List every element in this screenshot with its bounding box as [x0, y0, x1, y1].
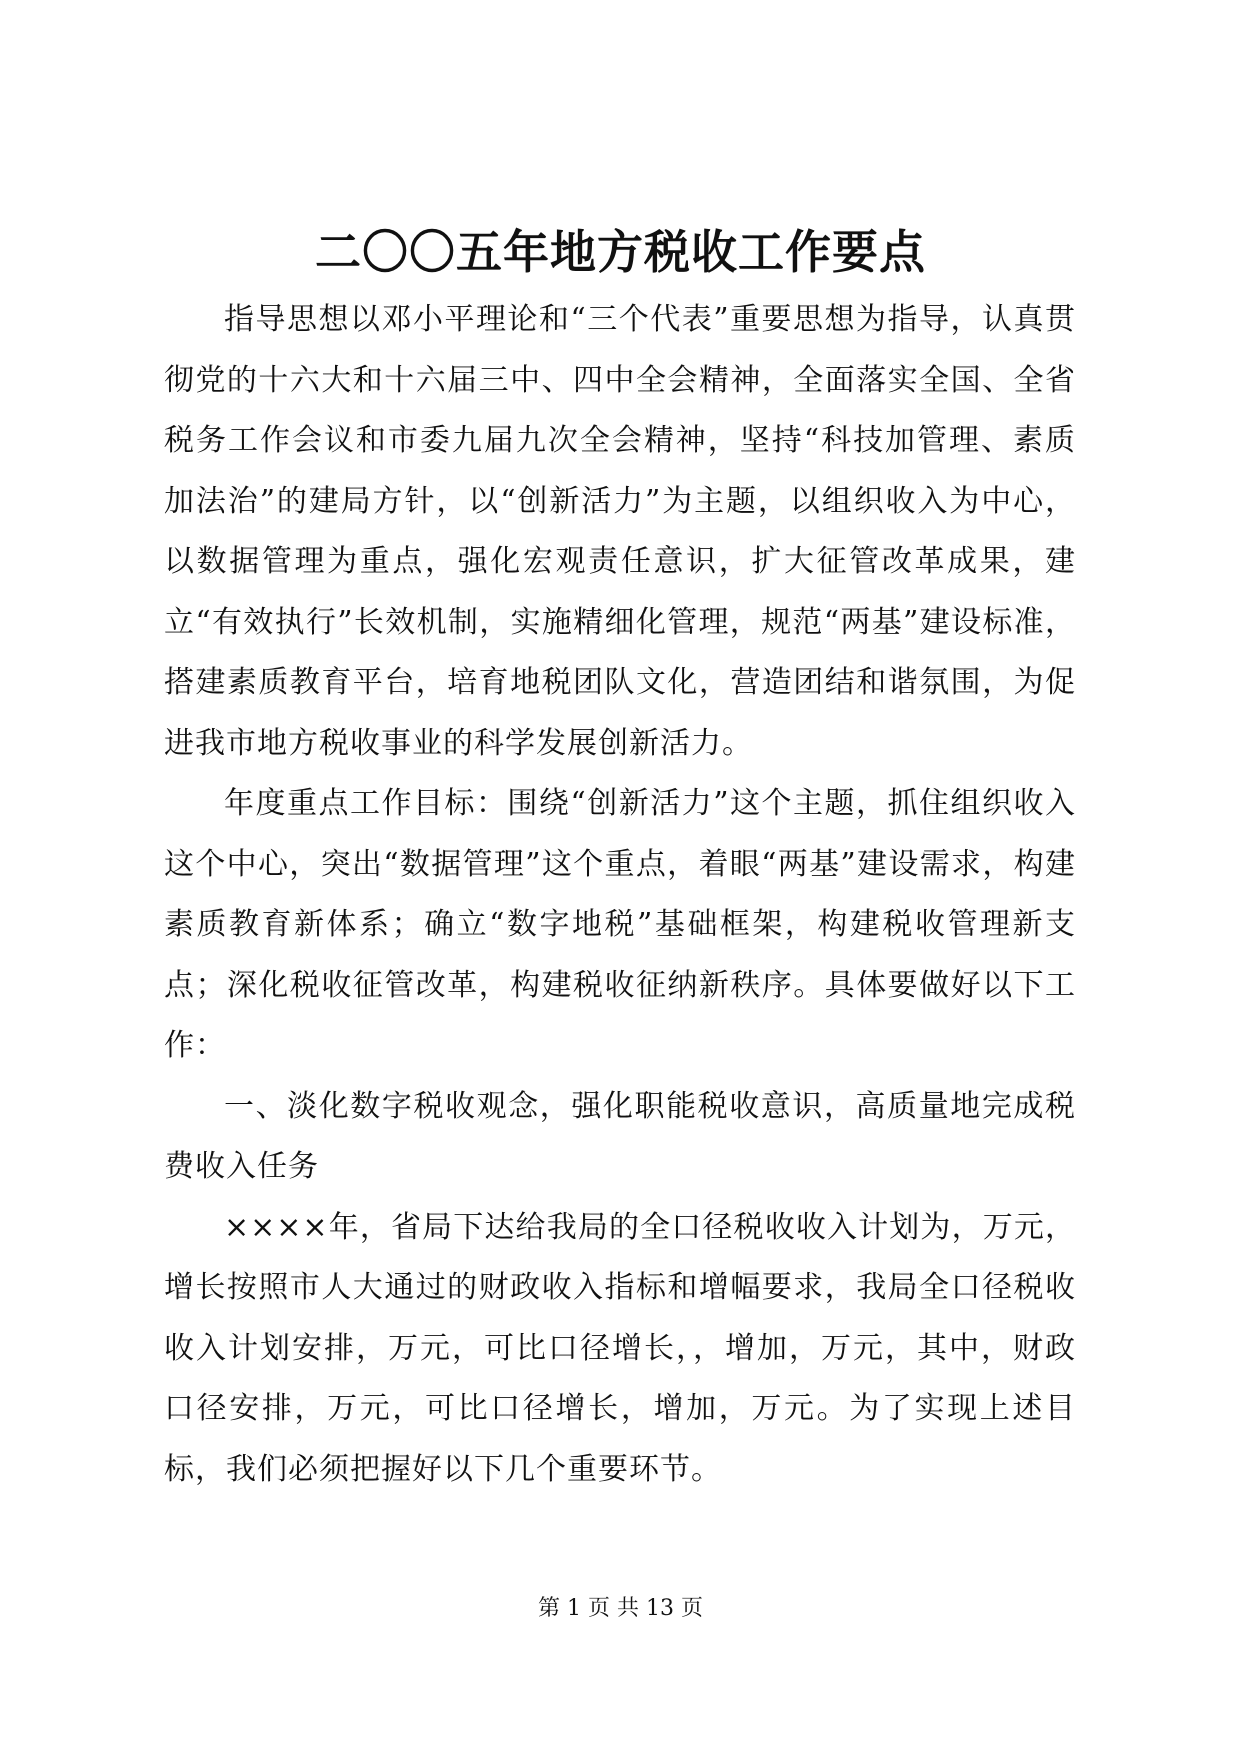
document-title: 二〇〇五年地方税收工作要点: [315, 225, 926, 279]
paragraph-revenue-plan: ××××年，省局下达给我局的全口径税收收入计划为，万元，增长按照市人大通过的财政收入指标和增幅要求，我局全口径税收收入计划安排，万元，可比口径增长，，增加，万元，其中，财政口径安排，万元，可比口径增长，增加，万元。为了实现上述目标，我们必须把握好以下几个重要环节。: [164, 1209, 1076, 1487]
paragraph-annual-goals: 年度重点工作目标：围绕“创新活力”这个主题，抓住组织收入这个中心，突出“数据管理”这个重点，着眼“两基”建设需求，构建素质教育新体系；确立“数字地税”基础框架，构建税收管理新支点；深化税收征管改革，构建税收征纳新秩序。具体要做好以下工作：: [164, 786, 1076, 1063]
document-body: [164, 290, 1076, 1500]
paragraph-guiding-ideology: 指导思想以邓小平理论和“三个代表”重要思想为指导，认真贯彻党的十六大和十六届三中、四中全会精神，全面落实全国、全省税务工作会议和市委九届九次全会精神，坚持“科技加管理、素质加法治”的建局方针，以“创新活力”为主题，以组织收入为中心，以数据管理为重点，强化宏观责任意识，扩大征管改革成果，建立“有效执行”长效机制，实施精细化管理，规范“两基”建设标准，搭建素质教育平台，培育地税团队文化，营造团结和谐氛围，为促进我市地方税收事业的科学发展创新活力。: [164, 302, 1076, 761]
section-heading-one: 一、淡化数字税收观念，强化职能税收意识，高质量地完成税费收入任务: [164, 1088, 1076, 1184]
page-number-footer: 第 1 页 共 13 页: [538, 1596, 703, 1621]
